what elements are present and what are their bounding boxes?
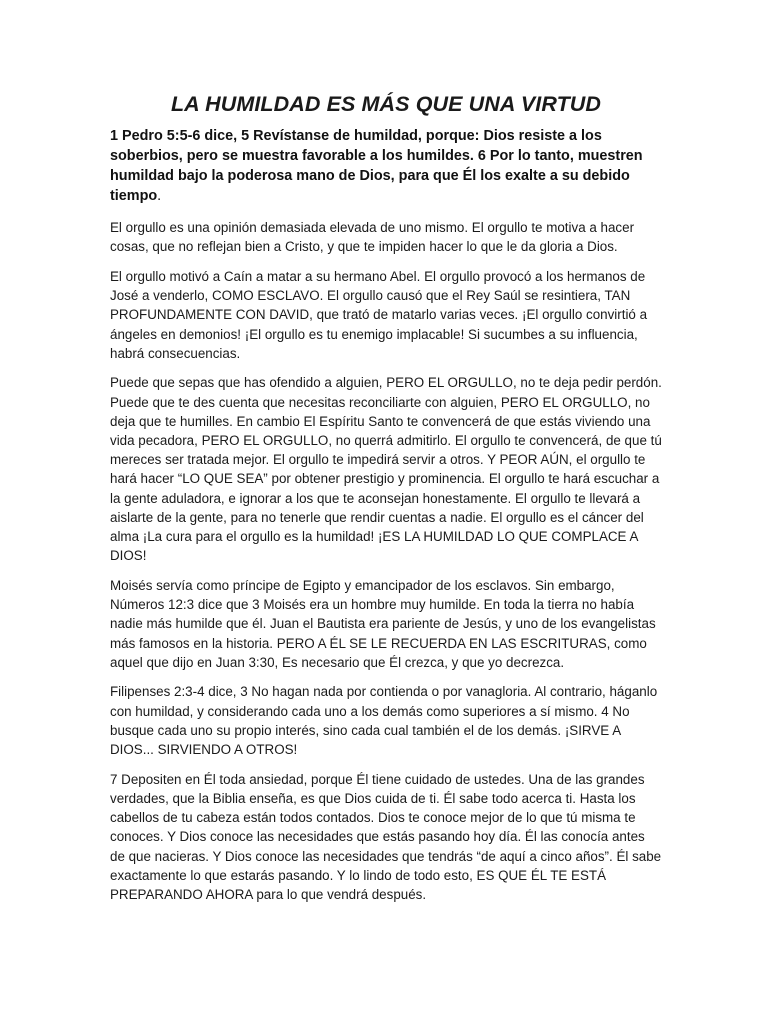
body-paragraph-1: El orgullo es una opinión demasiada elevada de uno mismo. El orgullo te motiva a hacer cosas, que no reflejan bien a Cristo, y que te impiden hacer lo que le da gloria a Dios. — [110, 220, 635, 255]
lead-scripture-text: 1 Pedro 5:5-6 dice, 5 Revístanse de humildad, porque: Dios resiste a los soberbios, pero se muestra favorable a los humildes. 6 Por lo tanto, muestren humildad bajo la poderosa mano de Dios, para que Él los exalte a su debido tiempo — [110, 128, 643, 204]
document-title: LA HUMILDAD ES MÁS QUE UNA VIRTUD — [170, 92, 602, 116]
body-paragraph-5: Filipenses 2:3-4 dice, 3 No hagan nada por contienda o por vanagloria. Al contrario, háganlo con humildad, y considerando cada uno a los demás como superiores a sí mismo. 4 No busque cada uno su propio interés, sino cada cual también el de los demás. ¡SIRVE A DIOS... SIRVIENDO A OTROS! — [110, 684, 658, 758]
body-paragraph-4: Moisés servía como príncipe de Egipto y emancipador de los esclavos. Sin embargo, Números 12:3 dice que 3 Moisés era un hombre muy humilde. En toda la tierra no había nadie más humilde que él. Juan el Bautista era pariente de Jesús, y uno de los evangelistas más famosos en la historia. PERO A ÉL SE LE RECUERDA EN LAS ESCRITURAS, como aquel que dijo en Juan 3:30, Es necesario que Él crezca, y que yo decrezca. — [110, 577, 656, 670]
body-paragraph-2: El orgullo motivó a Caín a matar a su hermano Abel. El orgullo provocó a los hermanos de José a venderlo, COMO ESCLAVO. El orgullo causó que el Rey Saúl se resintiera, TAN PROFUNDAMENTE CON DAVID, que trató de matarlo varias veces. ¡El orgullo convirtió a ángeles en demonios! ¡El orgullo es tu enemigo implacable! Si sucumbes a su influencia, habrá consecuencias. — [110, 268, 648, 361]
lead-period: . — [157, 188, 162, 204]
body-paragraph-6: 7 Depositen en Él toda ansiedad, porque Él tiene cuidado de ustedes. Una de las grandes verdades, que la Biblia enseña, es que Dios cuida de ti. Él sabe todo acerca ti. Hasta los cabellos de tu cabeza están todos contados. Dios te conoce mejor de lo que tú misma te conoces. Y Dios conoce las necesidades que estás pasando hoy día. Él las conocía antes de que nacieras. Y Dios conoce las necesidades que tendrás “de aquí a cinco años”. Él sabe exactamente lo que estarás pasando. Y lo lindo de todo esto, ES QUE ÉL TE ESTÁ PREPARANDO AHORA para lo que vendrá después. — [110, 771, 662, 902]
document-page — [110, 84, 662, 915]
lead-scripture-paragraph — [110, 126, 662, 206]
body-paragraph-3: Puede que sepas que has ofendido a alguien, PERO EL ORGULLO, no te deja pedir perdón. Puede que te des cuenta que necesitas reconciliarte con alguien, PERO EL ORGULLO, no deja que te humilles. En cambio El Espíritu Santo te convencerá de que estás viviendo una vida pecadora, PERO EL ORGULLO, no querrá admitirlo. El orgullo te convencerá, de que tú mereces ser tratada mejor. El orgullo te impedirá servir a otros. Y PEOR AÚN, el orgullo te hará hacer “LO QUE SEA” por obtener prestigio y prominencia. El orgullo te hará escuchar a la gente aduladora, e ignorar a los que te aconsejan honestamente. El orgullo te llevará a aislarte de la gente, para no tenerle que rendir cuentas a nadie. El orgullo es el cáncer del alma ¡La cura para el orgullo es la humildad! ¡ES LA HUMILDAD LO QUE COMPLACE A DIOS! — [110, 375, 662, 564]
